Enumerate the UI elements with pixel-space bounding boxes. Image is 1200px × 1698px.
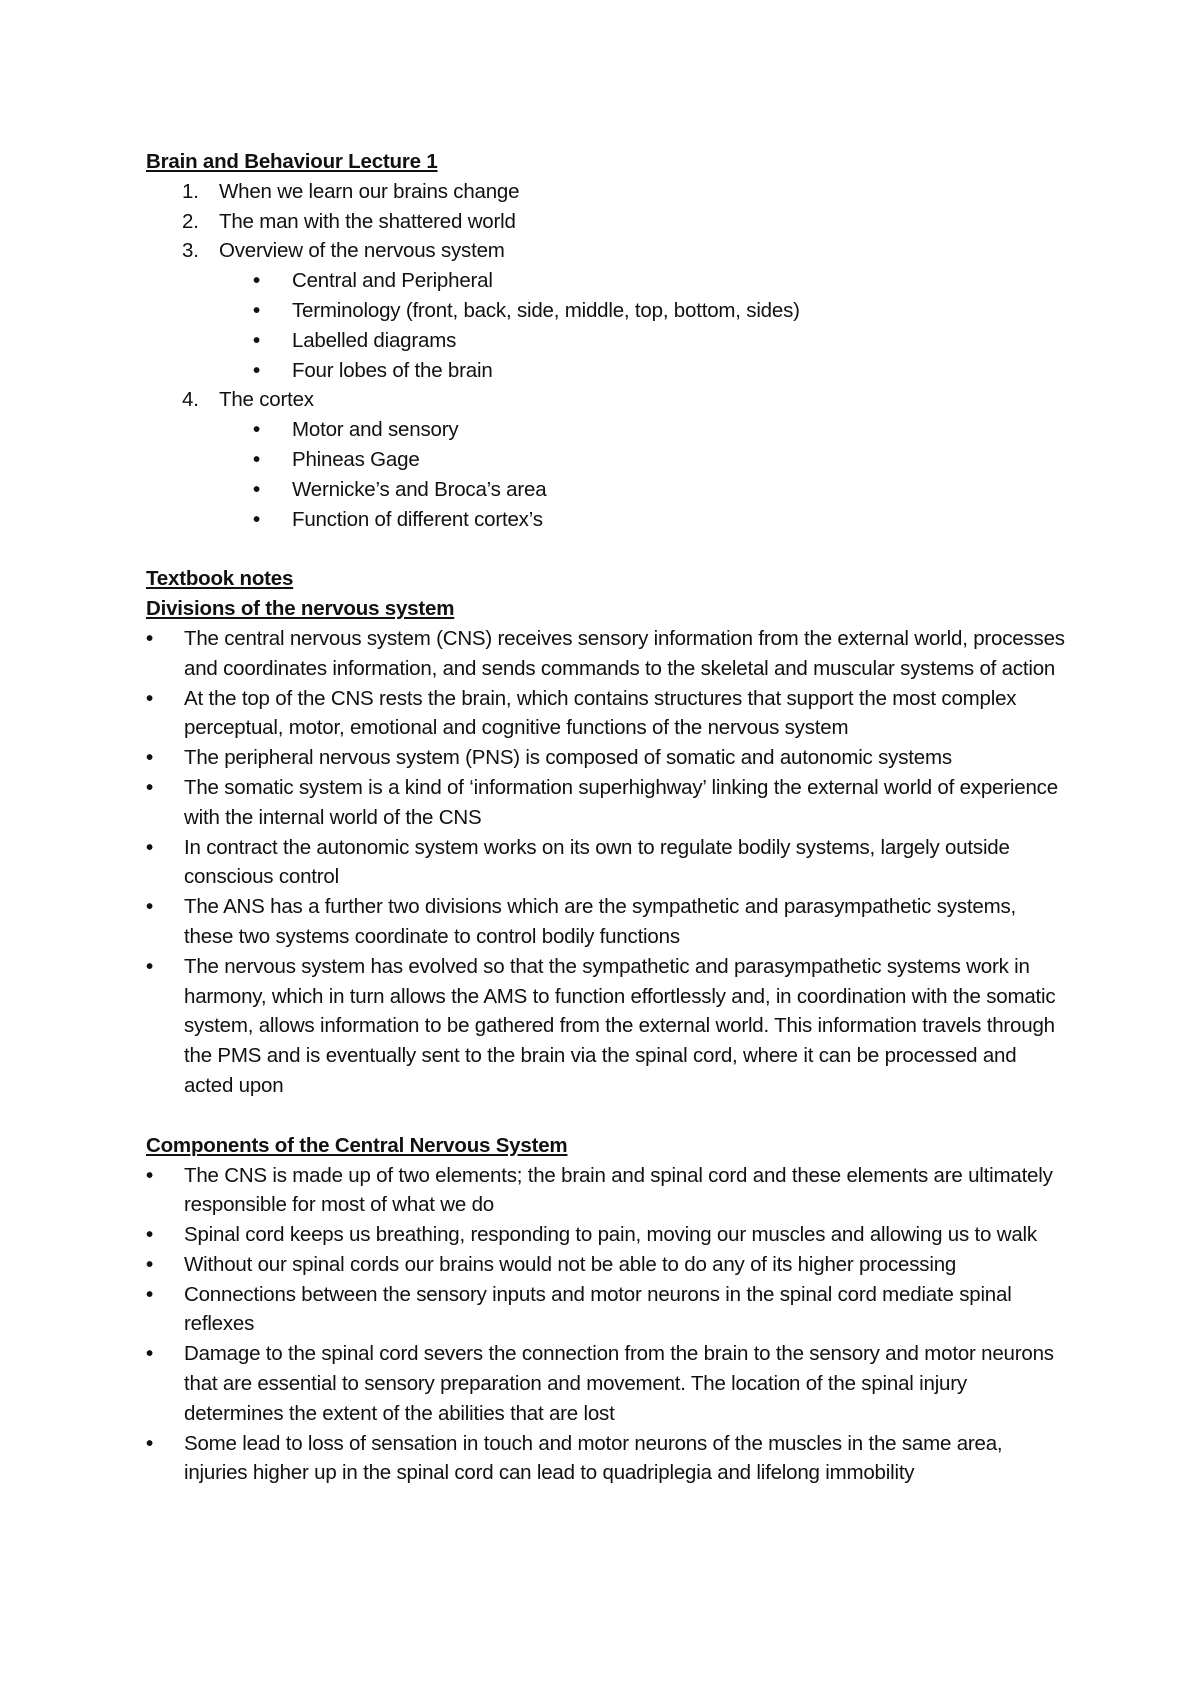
bullet-icon: • <box>146 1252 153 1276</box>
topic-text: Overview of the nervous system <box>219 239 505 263</box>
list-item <box>146 773 1066 833</box>
note-text: Damage to the spinal cord severs the connection from the brain to the sensory and motor neurons that are essential to sensory preparation and movement. The location of the spinal injury determines the extent of the abilities that are lost <box>184 1342 1054 1425</box>
subtopic-text: Labelled diagrams <box>292 328 457 352</box>
topic-item <box>146 207 1066 237</box>
list-item <box>146 1429 1066 1489</box>
bullet-icon: • <box>146 835 153 859</box>
bullet-icon: • <box>146 954 153 978</box>
topic-text: The cortex <box>219 388 314 412</box>
note-text: Without our spinal cords our brains would not be able to do any of its higher processing <box>184 1252 957 1276</box>
bullet-icon: • <box>253 358 260 382</box>
note-text: The ANS has a further two divisions which are the sympathetic and parasympathetic systems, these two systems coordinate to control bodily functions <box>184 895 1016 948</box>
bullet-icon: • <box>146 1163 153 1187</box>
bullet-icon: • <box>146 1342 153 1366</box>
bullet-icon: • <box>146 1282 153 1306</box>
list-item <box>146 1250 1066 1280</box>
list-item <box>146 1161 1066 1221</box>
list-item <box>146 1220 1066 1250</box>
subtopic-text: Wernicke’s and Broca’s area <box>292 477 547 501</box>
subtopic-item <box>146 505 1066 535</box>
bullet-icon: • <box>253 477 260 501</box>
bullet-icon: • <box>146 1431 153 1455</box>
bullet-icon: • <box>253 269 260 293</box>
topic-item <box>146 177 1066 207</box>
note-text: Some lead to loss of sensation in touch and motor neurons of the muscles in the same area, injuries higher up in the spinal cord can lead to quadriplegia and lifelong immobility <box>184 1431 1003 1485</box>
topic-4-subtopics <box>146 415 1066 534</box>
components-heading: Components of the Central Nervous System <box>146 1133 568 1157</box>
lecture-title: Brain and Behaviour Lecture 1 <box>146 150 438 173</box>
bullet-icon: • <box>146 626 153 650</box>
list-item <box>146 624 1066 684</box>
subtopic-text: Motor and sensory <box>292 418 459 442</box>
subtopic-item <box>146 445 1066 475</box>
note-text: The somatic system is a kind of ‘information superhighway’ linking the external world of experience with the internal world of the CNS <box>184 775 1058 829</box>
topic-text: The man with the shattered world <box>219 209 516 233</box>
note-text: At the top of the CNS rests the brain, which contains structures that support the most complex perceptual, motor, emotional and cognitive functions of the nervous system <box>184 686 1017 740</box>
subtopic-text: Central and Peripheral <box>292 269 493 293</box>
textbook-notes-heading: Textbook notes <box>146 567 294 591</box>
subtopic-text: Terminology (front, back, side, middle, top, bottom, sides) <box>292 298 800 322</box>
note-text: In contract the autonomic system works on its own to regulate bodily systems, largely outside conscious control <box>184 835 1010 889</box>
bullet-icon: • <box>146 746 153 770</box>
subtopic-item <box>146 356 1066 386</box>
bullet-icon: • <box>146 895 153 919</box>
note-text: The nervous system has evolved so that the sympathetic and parasympathetic systems work in harmony, which in turn allows the AMS to function effortlessly and, in coordination with the somatic system, allows information to be gathered from the external world. This information travels through the PMS and is eventually sent to the brain via the spinal cord, where it can be processed and acted upon <box>184 954 1056 1097</box>
bullet-icon: • <box>253 328 260 352</box>
bullet-icon: • <box>253 507 260 531</box>
bullet-icon: • <box>146 775 153 799</box>
bullet-icon: • <box>253 447 260 471</box>
document-body <box>146 147 1066 1488</box>
topic-number: 3. <box>182 239 199 263</box>
bullet-icon: • <box>253 418 260 442</box>
subtopic-item <box>146 475 1066 505</box>
subtopic-text: Phineas Gage <box>292 447 420 471</box>
subtopic-text: Four lobes of the brain <box>292 358 493 382</box>
topic-text: When we learn our brains change <box>219 179 520 203</box>
list-item <box>146 892 1066 952</box>
topic-number: 2. <box>182 209 199 233</box>
bullet-icon: • <box>253 298 260 322</box>
note-text: The peripheral nervous system (PNS) is composed of somatic and autonomic systems <box>184 746 952 770</box>
bullet-icon: • <box>146 686 153 710</box>
list-item <box>146 833 1066 893</box>
bullet-icon: • <box>146 1223 153 1247</box>
subtopic-text: Function of different cortex’s <box>292 507 543 531</box>
topic-item <box>146 385 1066 415</box>
list-item <box>146 1280 1066 1340</box>
list-item <box>146 684 1066 744</box>
divisions-heading: Divisions of the nervous system <box>146 597 455 621</box>
subtopic-item <box>146 415 1066 445</box>
subtopic-item <box>146 266 1066 296</box>
note-text: Connections between the sensory inputs and motor neurons in the spinal cord mediate spinal reflexes <box>184 1282 1012 1336</box>
topic-number: 1. <box>182 179 199 203</box>
components-list <box>146 1161 1066 1489</box>
list-item <box>146 952 1066 1101</box>
note-text: Spinal cord keeps us breathing, responding to pain, moving our muscles and allowing us to walk <box>184 1223 1037 1247</box>
note-text: The CNS is made up of two elements; the brain and spinal cord and these elements are ultimately responsible for most of what we do <box>184 1163 1053 1217</box>
divisions-list <box>146 624 1066 1101</box>
blank-line <box>146 534 1066 564</box>
note-text: The central nervous system (CNS) receives sensory information from the external world, processes and coordinates information, and sends commands to the skeletal and muscular systems of action <box>184 626 1065 680</box>
blank-line <box>146 1101 1066 1131</box>
list-item <box>146 1339 1066 1428</box>
subtopic-item <box>146 296 1066 326</box>
lecture-topic-list-continued <box>146 385 1066 415</box>
topic-3-subtopics <box>146 266 1066 385</box>
subtopic-item <box>146 326 1066 356</box>
lecture-topic-list <box>146 177 1066 266</box>
list-item <box>146 743 1066 773</box>
topic-item <box>146 236 1066 266</box>
topic-number: 4. <box>182 388 199 412</box>
